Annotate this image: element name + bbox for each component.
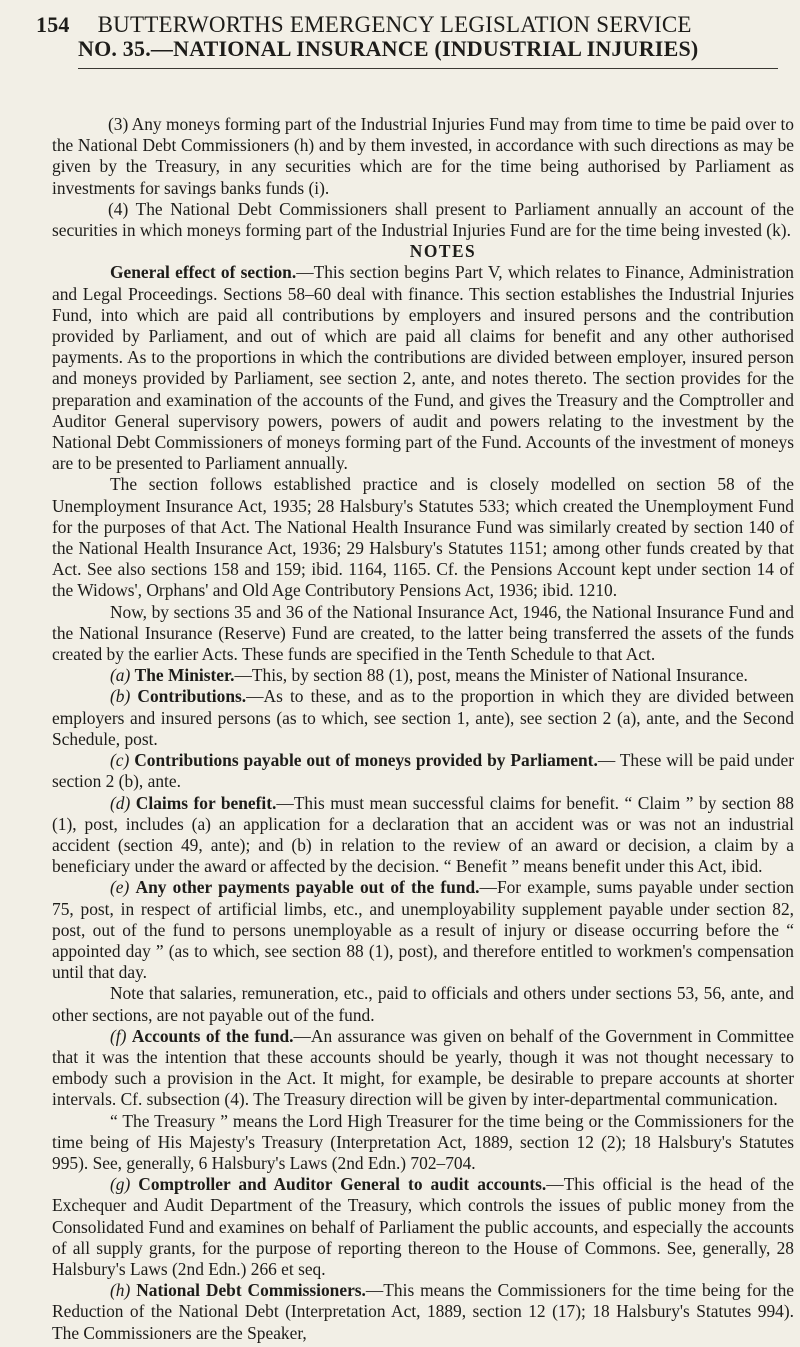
note-c bbox=[52, 750, 794, 792]
subsection-3: (3) Any moneys forming part of the Industrial Injuries Fund may from time to time be paid over to the National Debt Commissioners (h) and by them invested, in accordance with such directions as may be given by the Treasury, in any securities which are for the time being authorised by Parliament as investments for savings banks funds (i). bbox=[52, 114, 794, 198]
note-letter: (g) bbox=[110, 1174, 131, 1195]
note-text: —This, by section 88 (1), post, means the Minister of National Insurance. bbox=[234, 665, 748, 686]
note-text: —As to these, and as to the proportion in which they are divided between employers and insured persons (as to which, see section 1, ante), see section 2 (a), ante, and the Second Schedule, post. bbox=[52, 686, 794, 749]
note-lead: Claims for benefit. bbox=[135, 792, 277, 813]
header-rule bbox=[78, 68, 778, 69]
note-g bbox=[52, 1174, 794, 1280]
note-d bbox=[52, 793, 794, 878]
chapter-subtitle: NO. 35.—NATIONAL INSURANCE (INDUSTRIAL INJURIES) bbox=[78, 36, 699, 61]
note-letter: (d) bbox=[110, 792, 131, 813]
note-letter: (f) bbox=[110, 1025, 127, 1046]
note-letter: (a) bbox=[110, 665, 131, 686]
note-follows: The section follows established practice and is closely modelled on section 58 of the Unemployment Insurance Act, 1935; 28 Halsbury's Statutes 533; which created the Unemployment Fund for the purposes of that Act. The National Health Insurance Fund was similarly created by section 140 of the National Health Insurance Act, 1936; 29 Halsbury's Statutes 1151; among other funds created by that Act. See also sections 158 and 159; ibid. 1164, 1165. Cf. the Pensions Account kept under section 14 of the Widows', Orphans' and Old Age Contributory Pensions Act, 1936; ibid. 1210. bbox=[52, 474, 794, 601]
note-text: —This means the Commissioners for the time being for the Reduction of the National Debt (Interpretation Act, 1889, section 12 (17); 18 Halsbury's Statutes 994). The Commissioners are the Speaker, bbox=[52, 1280, 794, 1343]
note-lead: General effect of section. bbox=[110, 262, 297, 283]
note-letter: (c) bbox=[110, 750, 130, 771]
note-lead: Comptroller and Auditor General to audit accounts. bbox=[138, 1174, 547, 1195]
subsection-4: (4) The National Debt Commissioners shall present to Parliament annually an account of the securities in which moneys forming part of the Industrial Injuries Fund are for the time being invested (k). bbox=[52, 198, 794, 241]
note-text: —This must mean successful claims for benefit. “ Claim ” by section 88 (1), post, includes (a) an application for a declaration that an accident was or was not an industrial accident (section 49, ante); and (b) in relation to the review of an award or decision, a claim by a beneficiary under the award or affected by the decision. “ Benefit ” means benefit under this Act, ibid. bbox=[52, 792, 794, 877]
page-number: 154 bbox=[36, 12, 70, 37]
note-letter: (e) bbox=[110, 877, 130, 898]
note-b bbox=[52, 686, 794, 750]
note-e bbox=[52, 877, 794, 983]
note-lead: The Minister. bbox=[134, 665, 235, 686]
note-text: —An assurance was given on behalf of the Government in Committee that it was the intention that these accounts should be yearly, though it was not thought necessary to embody such a provision in the Act. It might, for example, be desirable to prepare accounts at shorter intervals. Cf. subsection (4). The Treasury direction will be given by inter-departmental communication. bbox=[52, 1025, 794, 1110]
note-lead: Contributions. bbox=[137, 686, 247, 707]
note-treasury: “ The Treasury ” means the Lord High Treasurer for the time being or the Commissioners for the time being of His Majesty's Treasury (Interpretation Act, 1889, section 12 (2); 18 Halsbury's Statutes 995). See, generally, 6 Halsbury's Laws (2nd Edn.) 702–704. bbox=[52, 1110, 794, 1173]
note-f bbox=[52, 1026, 794, 1111]
note-text: —This section begins Part V, which relates to Finance, Administration and Legal Proceedings. Sections 58–60 deal with finance. This section establishes the Industrial Injuries Fund, into which are paid all contributions by employers and insured persons and the contribution provided by Parliament, and out of which are paid all claims for benefit and any other authorised payments. As to the proportions in which the contributions are divided between employer, insured person and moneys provided by Parliament, see section 2, ante, and notes thereto. The section provides for the preparation and examination of the accounts of the Fund, and gives the Treasury and the Comptroller and Auditor General supervisory powers, powers of audit and powers relating to the investment by the National Debt Commissioners of moneys forming part of the Fund. Accounts of the investment of moneys are to be presented to Parliament annually. bbox=[52, 262, 794, 474]
note-text: —For example, sums payable under section 75, post, in respect of artificial limbs, etc., and unemployability supplement payable under section 82, post, out of the fund to persons unemployable as a result of injury or disease occurring before the “ appointed day ” (as to which, see section 88 (1), post), and therefore entitled to workmen's compensation until that day. bbox=[52, 877, 794, 983]
header-top-line bbox=[36, 12, 770, 38]
notes-heading: NOTES bbox=[409, 241, 477, 262]
note-letter: (h) bbox=[110, 1280, 131, 1301]
note-lead: Contributions payable out of moneys provided by Parliament. bbox=[134, 750, 598, 771]
note-general bbox=[52, 262, 794, 474]
note-text: — These will be paid under section 2 (b), ante. bbox=[52, 750, 794, 792]
page-header bbox=[36, 12, 770, 69]
note-h bbox=[52, 1280, 794, 1344]
note-lead: Any other payments payable out of the fund. bbox=[135, 877, 480, 898]
note-salaries: Note that salaries, remuneration, etc., paid to officials and others under sections 53, 56, ante, and other sections, are not payable out of the fund. bbox=[52, 983, 794, 1025]
note-text: —This official is the head of the Exchequer and Audit Department of the Treasury, which controls the issues of public money from the Consolidated Fund and examines on behalf of Parliament the public accounts, and especially the accounts of all supply grants, for the purpose of reporting thereon to the House of Commons. See, generally, 28 Halsbury's Laws (2nd Edn.) 266 et seq. bbox=[52, 1174, 794, 1279]
note-a bbox=[52, 665, 794, 686]
running-title: BUTTERWORTHS EMERGENCY LEGISLATION SERVICE bbox=[97, 12, 692, 37]
note-letter: (b) bbox=[110, 686, 131, 707]
body-text bbox=[52, 114, 794, 1344]
note-lead: National Debt Commissioners. bbox=[136, 1280, 366, 1301]
note-lead: Accounts of the fund. bbox=[131, 1025, 294, 1046]
note-now: Now, by sections 35 and 36 of the National Insurance Act, 1946, the National Insurance Fund and the National Insurance (Reserve) Fund are created, to the latter being transferred the assets of the funds created by the earlier Acts. These funds are specified in the Tenth Schedule to that Act. bbox=[52, 601, 794, 665]
